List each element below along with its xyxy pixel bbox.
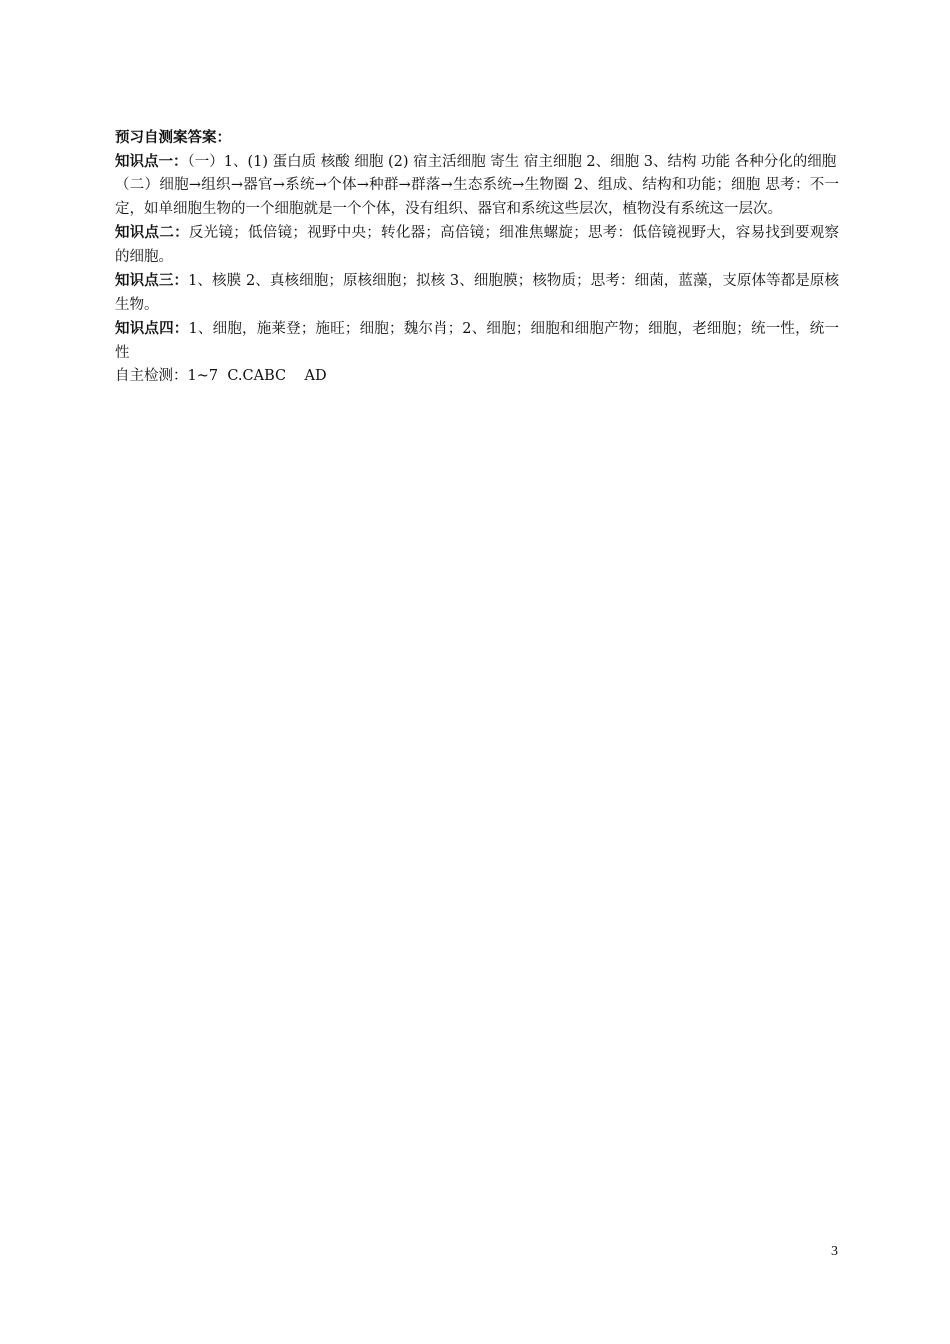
knowledge-point-label: 知识点一： (115, 152, 188, 170)
self-check-answers: 自主检测：1~7 C.CABC AD (115, 368, 327, 384)
knowledge-point-text: 1、细胞，施莱登；施旺；细胞；魏尔肖；2、细胞；细胞和细胞产物；细胞，老细胞；统一性，统一性 (115, 321, 839, 361)
knowledge-point-text: （二）细胞→组织→器官→系统→个体→种群→群落→生态系统→生物圈 2、组成、结构和功能；细胞 思考：不一定，如单细胞生物的一个细胞就是一个个体，没有组织、器官和系统这些层次，植物没有系统这一层次。 (115, 177, 839, 217)
page-number: 3 (831, 1244, 838, 1259)
knowledge-point-text: 1、核膜 2、真核细胞；原核细胞；拟核 3、细胞膜；核物质；思考：细菌，蓝藻，支原体等都是原核生物。 (115, 273, 840, 313)
knowledge-point-1 (115, 150, 839, 175)
knowledge-point-text: 反光镜；低倍镜；视野中央；转化器；高倍镜；细准焦螺旋；思考：低倍镜视野大，容易找到要观察的细胞。 (115, 225, 839, 265)
knowledge-point-1-part-2 (115, 174, 839, 221)
knowledge-point-label: 知识点四： (115, 320, 189, 337)
answer-document (115, 126, 839, 389)
knowledge-point-4 (115, 317, 839, 365)
knowledge-point-text: （一）1、(1) 蛋白质 核酸 细胞 (2) 宿主活细胞 寄生 宿主细胞 2、细胞 3、结构 功能 各种分化的细胞 (187, 153, 837, 170)
knowledge-point-3 (115, 269, 839, 317)
knowledge-point-2 (115, 221, 839, 269)
knowledge-point-label: 知识点三： (115, 272, 189, 289)
knowledge-point-label: 知识点二： (115, 224, 189, 241)
document-heading: 预习自测案答案： (115, 129, 231, 146)
